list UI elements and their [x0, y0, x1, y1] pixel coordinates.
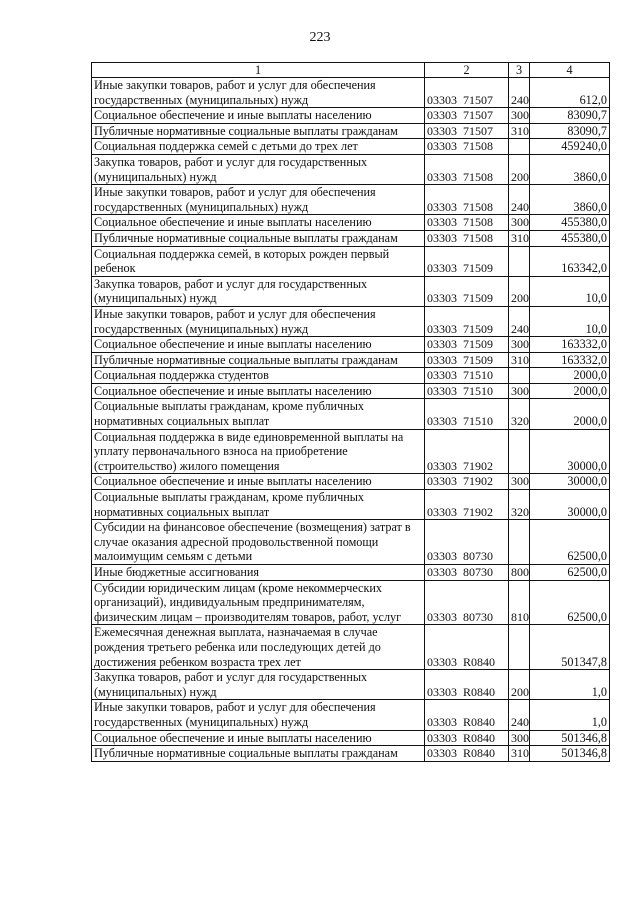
row-type-cell: 240 [509, 700, 530, 730]
row-code-cell: 03303 71902 [425, 490, 509, 520]
row-code-cell: 03303 71510 [425, 368, 509, 384]
row-code-cell: 03303 71509 [425, 246, 509, 276]
row-sum-cell: 163342,0 [530, 246, 610, 276]
row-code-cell: 03303 71902 [425, 429, 509, 474]
table-row [92, 730, 610, 746]
table-row [92, 230, 610, 246]
row-code-cell: 03303 71507 [425, 78, 509, 108]
table-row [92, 520, 610, 565]
table-row [92, 474, 610, 490]
row-code-cell: 03303 71508 [425, 185, 509, 215]
table-row [92, 565, 610, 581]
row-type-cell: 300 [509, 337, 530, 353]
row-sum-cell: 30000,0 [530, 490, 610, 520]
row-name-cell: Публичные нормативные социальные выплаты гражданам [92, 230, 425, 246]
row-sum-cell: 30000,0 [530, 474, 610, 490]
table-row [92, 337, 610, 353]
row-sum-cell: 163332,0 [530, 337, 610, 353]
table-row [92, 276, 610, 306]
table-row [92, 490, 610, 520]
table-header-row [92, 63, 610, 78]
row-name-cell: Социальное обеспечение и иные выплаты населению [92, 474, 425, 490]
row-code-cell: 03303 80730 [425, 565, 509, 581]
table-row [92, 352, 610, 368]
row-code-cell: 03303 71902 [425, 474, 509, 490]
row-name-cell: Ежемесячная денежная выплата, назначаемая в случае рождения третьего ребенка или последующих детей до достижения ребенком возраста трех лет [92, 625, 425, 670]
row-name-cell: Социальная поддержка семей с детьми до трех лет [92, 139, 425, 155]
row-type-cell: 200 [509, 670, 530, 700]
row-name-cell: Социальное обеспечение и иные выплаты населению [92, 383, 425, 399]
row-sum-cell: 455380,0 [530, 215, 610, 231]
row-sum-cell: 455380,0 [530, 230, 610, 246]
table-row [92, 625, 610, 670]
row-sum-cell: 83090,7 [530, 123, 610, 139]
table-row [92, 139, 610, 155]
row-type-cell: 200 [509, 154, 530, 184]
row-type-cell: 300 [509, 474, 530, 490]
row-sum-cell: 2000,0 [530, 368, 610, 384]
row-code-cell: 03303 71510 [425, 383, 509, 399]
row-type-cell [509, 246, 530, 276]
table-row [92, 306, 610, 336]
row-name-cell: Публичные нормативные социальные выплаты гражданам [92, 352, 425, 368]
table-row [92, 700, 610, 730]
row-type-cell: 310 [509, 746, 530, 762]
row-code-cell: 03303 71507 [425, 108, 509, 124]
row-code-cell: 03303 71509 [425, 276, 509, 306]
header-col-1: 1 [92, 63, 425, 78]
row-code-cell: 03303 R0840 [425, 625, 509, 670]
row-type-cell [509, 368, 530, 384]
row-sum-cell: 612,0 [530, 78, 610, 108]
row-code-cell: 03303 71508 [425, 154, 509, 184]
row-sum-cell: 163332,0 [530, 352, 610, 368]
row-name-cell: Социальная поддержка студентов [92, 368, 425, 384]
row-name-cell: Иные закупки товаров, работ и услуг для обеспечения государственных (муниципальных) нужд [92, 700, 425, 730]
row-type-cell: 320 [509, 490, 530, 520]
table-row [92, 383, 610, 399]
row-type-cell [509, 139, 530, 155]
row-type-cell: 810 [509, 580, 530, 625]
budget-table [91, 62, 610, 762]
row-sum-cell: 2000,0 [530, 399, 610, 429]
row-code-cell: 03303 80730 [425, 580, 509, 625]
row-type-cell: 310 [509, 123, 530, 139]
row-type-cell: 800 [509, 565, 530, 581]
row-code-cell: 03303 R0840 [425, 730, 509, 746]
row-name-cell: Иные закупки товаров, работ и услуг для обеспечения государственных (муниципальных) нужд [92, 78, 425, 108]
row-name-cell: Социальные выплаты гражданам, кроме публичных нормативных социальных выплат [92, 490, 425, 520]
table-row [92, 108, 610, 124]
table-row [92, 185, 610, 215]
row-type-cell: 300 [509, 730, 530, 746]
table-row [92, 670, 610, 700]
table-row [92, 368, 610, 384]
row-name-cell: Социальное обеспечение и иные выплаты населению [92, 730, 425, 746]
row-code-cell: 03303 71509 [425, 306, 509, 336]
row-type-cell: 300 [509, 215, 530, 231]
row-sum-cell: 1,0 [530, 670, 610, 700]
table-row [92, 580, 610, 625]
row-name-cell: Закупка товаров, работ и услуг для государственных (муниципальных) нужд [92, 154, 425, 184]
row-sum-cell: 3860,0 [530, 185, 610, 215]
row-sum-cell: 62500,0 [530, 565, 610, 581]
page-number: 223 [309, 30, 331, 45]
row-type-cell: 310 [509, 230, 530, 246]
row-name-cell: Социальное обеспечение и иные выплаты населению [92, 215, 425, 231]
row-sum-cell: 459240,0 [530, 139, 610, 155]
row-code-cell: 03303 71510 [425, 399, 509, 429]
row-code-cell: 03303 71508 [425, 215, 509, 231]
row-name-cell: Социальная поддержка в виде единовременной выплаты на уплату первоначального взноса на приобретение (строительство) жилого помещения [92, 429, 425, 474]
row-sum-cell: 10,0 [530, 276, 610, 306]
row-type-cell: 300 [509, 108, 530, 124]
row-code-cell: 03303 71507 [425, 123, 509, 139]
row-sum-cell: 62500,0 [530, 520, 610, 565]
row-type-cell [509, 429, 530, 474]
table-row [92, 746, 610, 762]
row-sum-cell: 10,0 [530, 306, 610, 336]
row-name-cell: Социальное обеспечение и иные выплаты населению [92, 108, 425, 124]
row-name-cell: Закупка товаров, работ и услуг для государственных (муниципальных) нужд [92, 276, 425, 306]
row-code-cell: 03303 71508 [425, 230, 509, 246]
row-type-cell: 240 [509, 185, 530, 215]
table-row [92, 123, 610, 139]
row-type-cell: 300 [509, 383, 530, 399]
row-name-cell: Субсидии на финансовое обеспечение (возмещения) затрат в случае оказания адресной продовольственной помощи малоимущим семьям с детьми [92, 520, 425, 565]
table-row [92, 154, 610, 184]
header-col-4: 4 [530, 63, 610, 78]
row-name-cell: Публичные нормативные социальные выплаты гражданам [92, 746, 425, 762]
table-row [92, 429, 610, 474]
table-body [92, 78, 610, 762]
row-code-cell: 03303 R0840 [425, 746, 509, 762]
row-name-cell: Иные бюджетные ассигнования [92, 565, 425, 581]
row-sum-cell: 501347,8 [530, 625, 610, 670]
row-sum-cell: 62500,0 [530, 580, 610, 625]
row-sum-cell: 501346,8 [530, 730, 610, 746]
row-name-cell: Социальная поддержка семей, в которых рожден первый ребенок [92, 246, 425, 276]
row-type-cell: 200 [509, 276, 530, 306]
table-row [92, 215, 610, 231]
row-code-cell: 03303 R0840 [425, 700, 509, 730]
row-sum-cell: 30000,0 [530, 429, 610, 474]
row-name-cell: Закупка товаров, работ и услуг для государственных (муниципальных) нужд [92, 670, 425, 700]
table-row [92, 399, 610, 429]
row-code-cell: 03303 71509 [425, 352, 509, 368]
row-code-cell: 03303 71508 [425, 139, 509, 155]
table-row [92, 78, 610, 108]
row-type-cell: 320 [509, 399, 530, 429]
row-name-cell: Субсидии юридическим лицам (кроме некоммерческих организаций), индивидуальным предпринимателям, физическим лицам – производителям товаров, работ, услуг [92, 580, 425, 625]
row-sum-cell: 83090,7 [530, 108, 610, 124]
header-col-2: 2 [425, 63, 509, 78]
row-name-cell: Иные закупки товаров, работ и услуг для обеспечения государственных (муниципальных) нужд [92, 306, 425, 336]
row-name-cell: Публичные нормативные социальные выплаты гражданам [92, 123, 425, 139]
row-type-cell: 310 [509, 352, 530, 368]
row-type-cell: 240 [509, 306, 530, 336]
row-sum-cell: 3860,0 [530, 154, 610, 184]
row-sum-cell: 2000,0 [530, 383, 610, 399]
row-name-cell: Иные закупки товаров, работ и услуг для обеспечения государственных (муниципальных) нужд [92, 185, 425, 215]
row-name-cell: Социальные выплаты гражданам, кроме публичных нормативных социальных выплат [92, 399, 425, 429]
row-sum-cell: 1,0 [530, 700, 610, 730]
row-code-cell: 03303 71509 [425, 337, 509, 353]
row-code-cell: 03303 R0840 [425, 670, 509, 700]
header-col-3: 3 [509, 63, 530, 78]
table-row [92, 246, 610, 276]
row-sum-cell: 501346,8 [530, 746, 610, 762]
row-type-cell: 240 [509, 78, 530, 108]
row-type-cell [509, 625, 530, 670]
row-name-cell: Социальное обеспечение и иные выплаты населению [92, 337, 425, 353]
row-code-cell: 03303 80730 [425, 520, 509, 565]
row-type-cell [509, 520, 530, 565]
